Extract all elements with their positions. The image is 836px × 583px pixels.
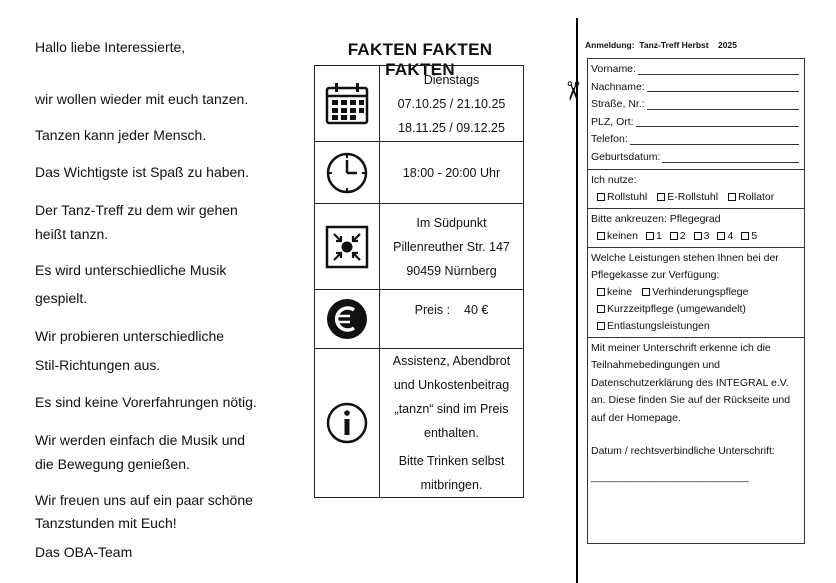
- rollator-option[interactable]: [728, 191, 774, 203]
- facts-info-line: Bitte Trinken selbst: [398, 454, 505, 468]
- facts-icon-cell: [315, 349, 380, 498]
- consent-line: Mit meiner Unterschrift erkenne ich die: [591, 341, 771, 354]
- checkbox[interactable]: [694, 232, 702, 240]
- option-label: 2: [679, 230, 686, 243]
- field-label: Telefon:: [591, 133, 628, 146]
- firstname-field[interactable]: [591, 61, 801, 79]
- facts-table: [314, 65, 524, 498]
- facts-date-line: 07.10.25 / 21.10.25: [397, 96, 506, 111]
- facts-row-price: [315, 290, 524, 349]
- info-icon: [325, 401, 369, 445]
- facts-street: Pillenreuther Str. 147: [393, 239, 510, 254]
- checkbox[interactable]: [657, 193, 665, 201]
- services-options: [597, 284, 801, 301]
- intro-line: Tanzstunden mit Euch!: [35, 515, 177, 531]
- calendar-icon: [324, 82, 370, 126]
- scissors-icon: ✂: [557, 80, 588, 102]
- option-label: Rollstuhl: [607, 191, 648, 204]
- facts-icon-cell: [315, 204, 380, 290]
- consent-line: auf der Homepage.: [591, 411, 681, 424]
- consent-line: Teilnahmebedingungen und: [591, 359, 721, 372]
- service-none-option[interactable]: [597, 286, 632, 298]
- field-label: Straße, Nr.:: [591, 98, 645, 111]
- care-3-option[interactable]: [694, 230, 710, 242]
- option-label: Entlastungsleistungen: [607, 320, 710, 333]
- option-label: Verhinderungspflege: [652, 286, 749, 299]
- birthdate-field[interactable]: [591, 149, 801, 167]
- location-icon: [325, 225, 369, 269]
- care-4-option[interactable]: [717, 230, 733, 242]
- checkbox[interactable]: [670, 232, 678, 240]
- option-label: 3: [703, 230, 710, 243]
- facts-icon-cell: [315, 142, 380, 204]
- consent-line: Datenschutzerklärung des INTEGRAL e.V.: [591, 376, 789, 389]
- facts-location: [380, 204, 524, 290]
- intro-line: Wir werden einfach die Musik und: [35, 432, 246, 448]
- facts-icon-cell: [315, 66, 380, 142]
- option-label: keinen: [607, 230, 638, 243]
- services-options: [597, 318, 801, 335]
- facts-info-line: mitbringen.: [420, 478, 483, 492]
- mobility-label: Ich nutze:: [591, 173, 637, 186]
- field-label: Geburtsdatum:: [591, 150, 661, 163]
- street-field[interactable]: [591, 96, 801, 114]
- mobility-section: [588, 170, 804, 209]
- intro-line: Hallo liebe Interessierte,: [35, 39, 186, 55]
- checkbox[interactable]: [728, 193, 736, 201]
- facts-row-location: [315, 204, 524, 290]
- cut-line: [576, 18, 578, 583]
- intro-line: wir wollen wieder mit euch tanzen.: [35, 91, 249, 107]
- services-label: Pflegekasse zur Verfügung:: [591, 268, 720, 281]
- care-level-label: Bitte ankreuzen: Pflegegrad: [591, 212, 721, 225]
- clock-icon: [325, 151, 369, 195]
- care-level-options: [597, 228, 801, 245]
- consent-line: an. Diese finden Sie auf der Rückseite und: [591, 394, 791, 407]
- field-line[interactable]: [630, 131, 799, 145]
- checkbox[interactable]: [646, 232, 654, 240]
- field-line[interactable]: [647, 96, 799, 110]
- intro-line: Wir freuen uns auf ein paar schöne: [35, 492, 253, 508]
- intro-line: Stil-Richtungen aus.: [35, 357, 161, 373]
- services-section: [588, 248, 804, 338]
- facts-city: 90459 Nürnberg: [406, 263, 497, 278]
- option-label: E-Rollstuhl: [667, 191, 719, 204]
- services-options: [597, 301, 801, 318]
- option-label: Kurzzeitpflege (umgewandelt): [607, 303, 746, 316]
- facts-info: [380, 349, 524, 498]
- facts-title: FAKTEN FAKTEN FAKTEN: [347, 40, 493, 79]
- registration-form: [587, 58, 805, 544]
- field-label: Vorname:: [591, 63, 636, 75]
- intro-line: Der Tanz-Treff zu dem wir gehen: [35, 202, 238, 218]
- option-label: Rollator: [738, 191, 775, 204]
- facts-dates: [380, 66, 524, 142]
- facts-date-line: 18.11.25 / 09.12.25: [398, 120, 505, 135]
- facts-info-line: „tanzn“ sind im Preis: [394, 402, 509, 416]
- checkbox[interactable]: [597, 322, 605, 330]
- field-line[interactable]: [647, 79, 799, 93]
- intro-line: Tanzen kann jeder Mensch.: [35, 127, 207, 143]
- field-line[interactable]: [662, 149, 799, 163]
- rollstuhl-option[interactable]: [597, 191, 647, 203]
- phone-field[interactable]: [591, 131, 801, 149]
- intro-line: heißt tanzn.: [35, 226, 109, 242]
- care-5-option[interactable]: [741, 230, 757, 242]
- care-2-option[interactable]: [670, 230, 686, 242]
- mobility-options: [597, 189, 801, 206]
- field-line[interactable]: [636, 114, 799, 128]
- service-relief-option[interactable]: [597, 320, 710, 332]
- intro-line: Es wird unterschiedliche Musik: [35, 262, 227, 278]
- intro-line: Wir probieren unterschiedliche: [35, 328, 225, 344]
- facts-row-info: [315, 349, 524, 498]
- e-rollstuhl-option[interactable]: [657, 191, 718, 203]
- intro-line: die Bewegung genießen.: [35, 456, 190, 472]
- checkbox[interactable]: [642, 288, 650, 296]
- form-title: Anmeldung: Tanz-Treff Herbst 2025: [585, 40, 737, 50]
- service-respite-option[interactable]: [642, 286, 748, 298]
- intro-line: gespielt.: [35, 290, 88, 306]
- facts-time: 18:00 - 20:00 Uhr: [380, 142, 524, 204]
- facts-price: Preis : 40 €: [380, 290, 524, 349]
- checkbox[interactable]: [717, 232, 725, 240]
- intro-line: Das OBA-Team: [35, 544, 133, 560]
- signature-label: Datum / rechtsverbindliche Unterschrift:: [591, 445, 775, 458]
- care-level-section: [588, 209, 804, 248]
- option-label: keine: [607, 286, 633, 299]
- facts-icon-cell: [315, 290, 380, 349]
- checkbox[interactable]: [597, 193, 605, 201]
- care-1-option[interactable]: [646, 230, 662, 242]
- facts-info-line: enthalten.: [424, 426, 479, 440]
- checkbox[interactable]: [741, 232, 749, 240]
- field-label: Nachname:: [591, 80, 645, 93]
- facts-info-line: Assistenz, Abendbrot: [392, 354, 511, 368]
- option-label: 5: [751, 230, 758, 243]
- service-shortterm-option[interactable]: [597, 303, 746, 315]
- consent-section: [588, 338, 804, 489]
- option-label: 1: [655, 230, 662, 243]
- city-field[interactable]: [591, 114, 801, 132]
- facts-day: Dienstags: [423, 72, 480, 87]
- option-label: 4: [727, 230, 734, 243]
- checkbox[interactable]: [597, 232, 605, 240]
- intro-line: Das Wichtigste ist Spaß zu haben.: [35, 164, 249, 180]
- personal-data-section: [588, 59, 804, 170]
- lastname-field[interactable]: [591, 79, 801, 97]
- intro-line: Es sind keine Vorerfahrungen nötig.: [35, 394, 257, 410]
- field-line[interactable]: [638, 61, 799, 75]
- signature-line[interactable]: ___________________________: [591, 470, 749, 483]
- facts-row-dates: [315, 66, 524, 142]
- euro-icon: [325, 297, 369, 341]
- field-label: PLZ, Ort:: [591, 115, 634, 128]
- checkbox[interactable]: [597, 305, 605, 313]
- facts-row-time: [315, 142, 524, 204]
- facts-venue: Im Südpunkt: [416, 215, 487, 230]
- services-label: Welche Leistungen stehen Ihnen bei der: [591, 251, 779, 264]
- checkbox[interactable]: [597, 288, 605, 296]
- facts-info-line: und Unkostenbeitrag: [393, 378, 510, 392]
- care-none-option[interactable]: [597, 230, 638, 242]
